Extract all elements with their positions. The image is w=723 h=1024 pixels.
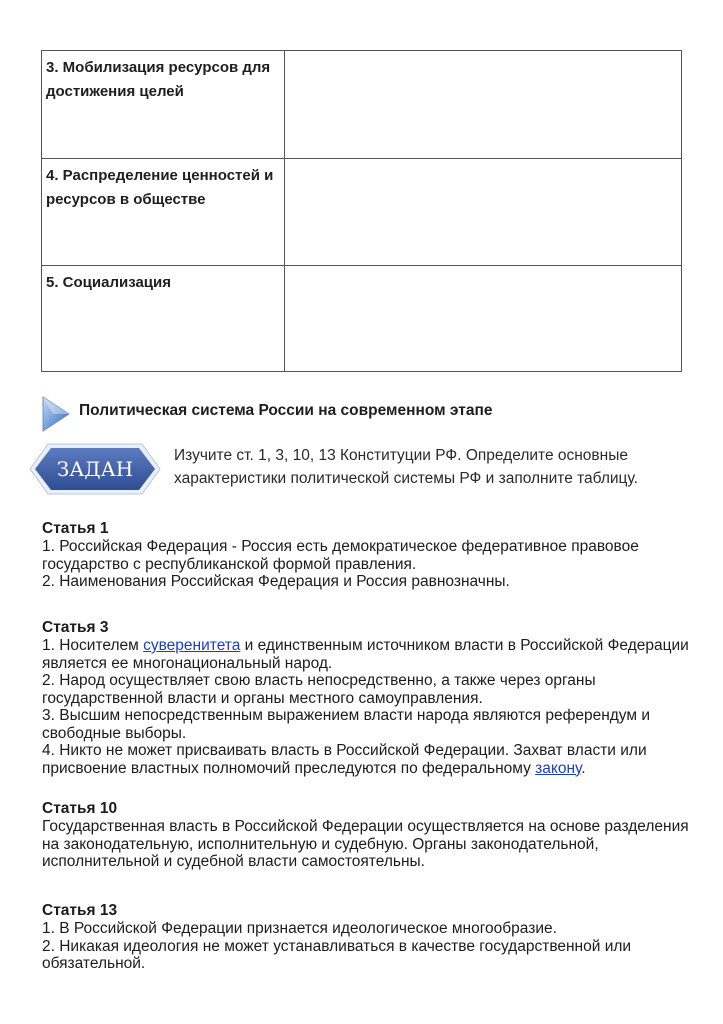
- article-title: Статья 3: [42, 619, 109, 636]
- task-instruction: Изучите ст. 1, 3, 10, 13 Конституции РФ. Определите основные характеристики политической системы РФ и заполните таблицу.: [174, 447, 638, 487]
- federal-law-link[interactable]: закону: [535, 759, 582, 777]
- article-clause: 2. Народ осуществляет свою власть непосредственно, а также через органы государственной власти и органы местного самоуправления.: [42, 672, 596, 707]
- section-title: Политическая система России на современном этапе: [79, 402, 493, 419]
- article-clause: [42, 637, 692, 672]
- article-10: [42, 800, 692, 871]
- table-row: [42, 51, 682, 159]
- function-label: 5. Социализация: [46, 274, 172, 291]
- function-label-cell: [42, 51, 285, 159]
- clause-text: 4. Никто не может присваивать власть в Российской Федерации. Захват власти или присвоение властных полномочий преследуются по федеральному: [42, 742, 647, 777]
- article-clause: 2. Никакая идеология не может устанавливаться в качестве государственной или обязательной.: [42, 937, 632, 972]
- article-3: [42, 619, 692, 777]
- function-label: 3. Мобилизация ресурсов для достижения целей: [46, 59, 271, 100]
- functions-table: [41, 50, 682, 372]
- article-clause: 1. В Российской Федерации признается идеологическое многообразие.: [42, 920, 557, 937]
- blue-arrow-icon: [41, 396, 71, 432]
- answer-cell[interactable]: [285, 159, 682, 266]
- sovereignty-link[interactable]: суверенитета: [143, 637, 241, 654]
- article-clause: [42, 742, 692, 777]
- clause-text: .: [581, 759, 586, 777]
- article-title: Статья 10: [42, 800, 118, 817]
- function-label-cell: [42, 266, 285, 372]
- article-title: Статья 13: [42, 902, 118, 919]
- article-1: [42, 520, 692, 591]
- answer-cell[interactable]: [285, 266, 682, 372]
- article-clause: 3. Высшим непосредственным выражением власти народа являются референдум и свободные выборы.: [42, 707, 650, 742]
- article-clause: 1. Российская Федерация - Россия есть демократическое федеративное правовое государство с республиканской формой правления.: [42, 538, 639, 573]
- answer-cell[interactable]: [285, 51, 682, 159]
- article-title: Статья 1: [42, 520, 109, 537]
- task-badge: [28, 442, 162, 496]
- clause-text: 1. Носителем: [42, 637, 144, 654]
- table-row: [42, 266, 682, 372]
- clause-text: и единственным источником власти в Российской Федерации является ее многонациональный народ.: [42, 637, 689, 672]
- task-badge-label: ЗАДАН: [56, 457, 134, 481]
- table-row: [42, 159, 682, 266]
- function-label-cell: [42, 159, 285, 266]
- article-13: [42, 902, 692, 973]
- function-label: 4. Распределение ценностей и ресурсов в обществе: [46, 167, 274, 208]
- article-clause: 2. Наименования Российская Федерация и Россия равнозначны.: [42, 573, 510, 590]
- article-clause: Государственная власть в Российской Федерации осуществляется на основе разделения на законодательную, исполнительную и судебную. Органы законодательной, исполнительной и судебной власти самостоятельны.: [42, 818, 689, 870]
